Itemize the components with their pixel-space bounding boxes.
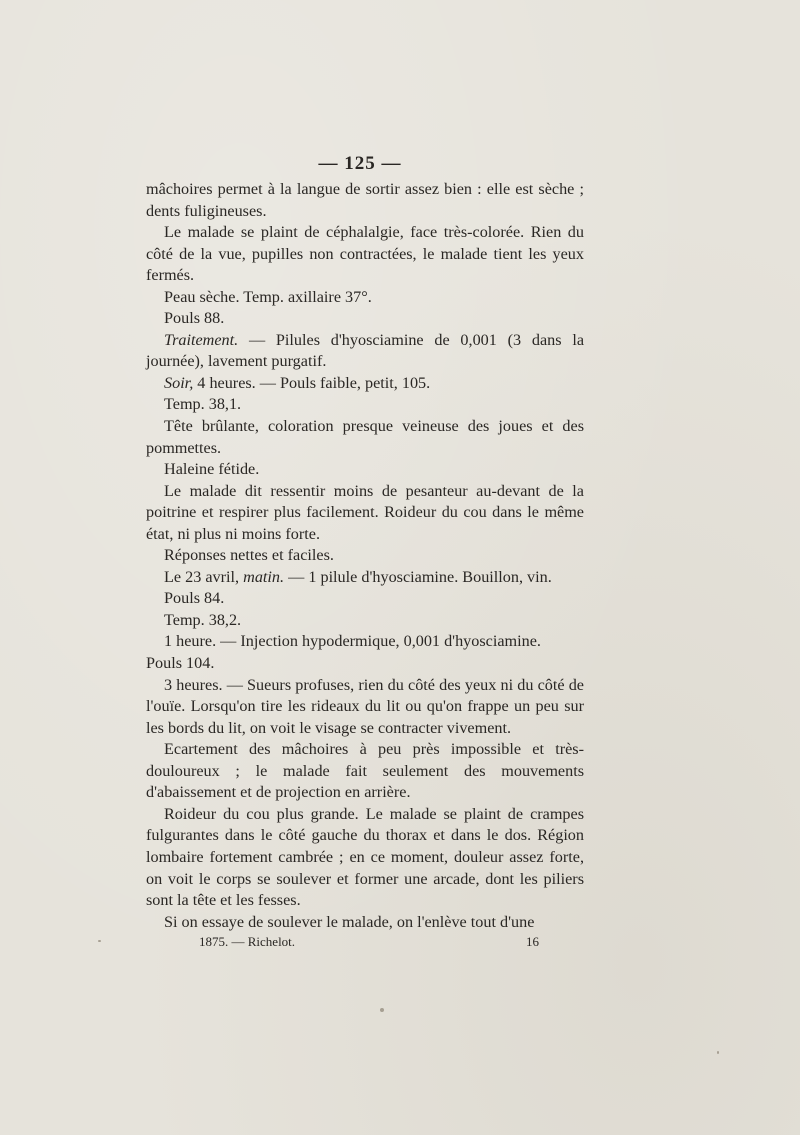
paper-speck	[717, 1051, 719, 1054]
paragraph	[146, 804, 584, 912]
paragraph-lead: Soir,	[164, 373, 194, 392]
paper-speck	[380, 1008, 384, 1012]
paragraph-text: Réponses nettes et faciles.	[164, 546, 334, 565]
paragraph-prefix: Le 23 avril,	[164, 567, 244, 586]
paragraph-text: Tête brûlante, coloration presque veineuse des joues et des pommettes.	[146, 417, 584, 457]
paragraph	[146, 675, 584, 740]
paragraph	[146, 287, 584, 309]
page-footer	[199, 934, 539, 950]
paragraph	[146, 222, 584, 287]
paragraph	[146, 739, 584, 804]
paragraph	[146, 308, 584, 330]
paragraph	[146, 588, 584, 610]
paragraph	[146, 610, 584, 632]
paragraph	[146, 373, 584, 395]
paragraph	[146, 567, 584, 589]
paragraph	[146, 481, 584, 546]
paragraph-text: — 1 pilule d'hyosciamine. Bouillon, vin.	[284, 567, 552, 586]
paragraph-text: Ecartement des mâchoires à peu près impossible et très-douloureux ; le malade fait seulement des mouvements d'abaissement et de projection en arrière.	[146, 740, 584, 802]
paragraph-text: Pouls 88.	[164, 309, 225, 328]
paragraph-text: Si on essaye de soulever le malade, on l'enlève tout d'une	[164, 912, 535, 931]
paragraph-text: Peau sèche. Temp. axillaire 37°.	[164, 287, 372, 306]
paragraph	[146, 545, 584, 567]
paragraph-text: Roideur du cou plus grande. Le malade se plaint de crampes fulgurantes dans le côté gauche du thorax et dans le dos. Région lombaire fortement cambrée ; en ce moment, douleur assez forte, on voit le corps se soulever et former une arcade, dont les piliers sont la tête et les fesses.	[146, 804, 584, 910]
paragraph	[146, 459, 584, 481]
paragraph	[146, 416, 584, 459]
paragraph	[146, 179, 584, 222]
paragraph-text: mâchoires permet à la langue de sortir assez bien : elle est sèche ; dents fuligineuses.	[146, 180, 584, 220]
paragraph-lead: Traitement.	[164, 330, 239, 349]
body-text	[146, 179, 584, 933]
paragraph-lead: matin.	[243, 567, 285, 586]
paragraph-text: 4 heures. — Pouls faible, petit, 105.	[193, 373, 431, 392]
paragraph-text: Pouls 104.	[146, 654, 215, 673]
paragraph-text: Temp. 38,2.	[164, 610, 242, 629]
paragraph	[146, 394, 584, 416]
paragraph	[146, 653, 584, 675]
paragraph-text: Le malade dit ressentir moins de pesanteur au-devant de la poitrine et respirer plus facilement. Roideur du cou dans le même état, ni plus ni moins forte.	[146, 481, 584, 543]
page-number: — 125 —	[318, 153, 402, 174]
paragraph-text: Temp. 38,1.	[164, 395, 242, 414]
footer-signature-number: 16	[526, 934, 539, 949]
paper-speck	[98, 940, 101, 942]
paragraph	[146, 330, 584, 373]
paragraph-text: Pouls 84.	[164, 589, 225, 608]
paragraph-text: 1 heure. — Injection hypodermique, 0,001 d'hyosciamine.	[164, 632, 541, 651]
paragraph-text: — Pilules d'hyosciamine de 0,001 (3 dans la journée), lavement purgatif.	[146, 330, 584, 371]
footer-signature: 1875. — Richelot.	[199, 934, 296, 949]
paragraph	[146, 912, 584, 934]
paragraph-text: 3 heures. — Sueurs profuses, rien du côté des yeux ni du côté de l'ouïe. Lorsqu'on tire les rideaux du lit ou qu'on frappe un peu sur les bords du lit, on voit le visage se contracter vivement.	[146, 675, 584, 737]
paragraph	[146, 631, 584, 653]
paragraph-text: Haleine fétide.	[164, 460, 260, 479]
paragraph-text: Le malade se plaint de céphalalgie, face très-colorée. Rien du côté de la vue, pupilles non contractées, le malade tient les yeux fermés.	[146, 223, 584, 285]
